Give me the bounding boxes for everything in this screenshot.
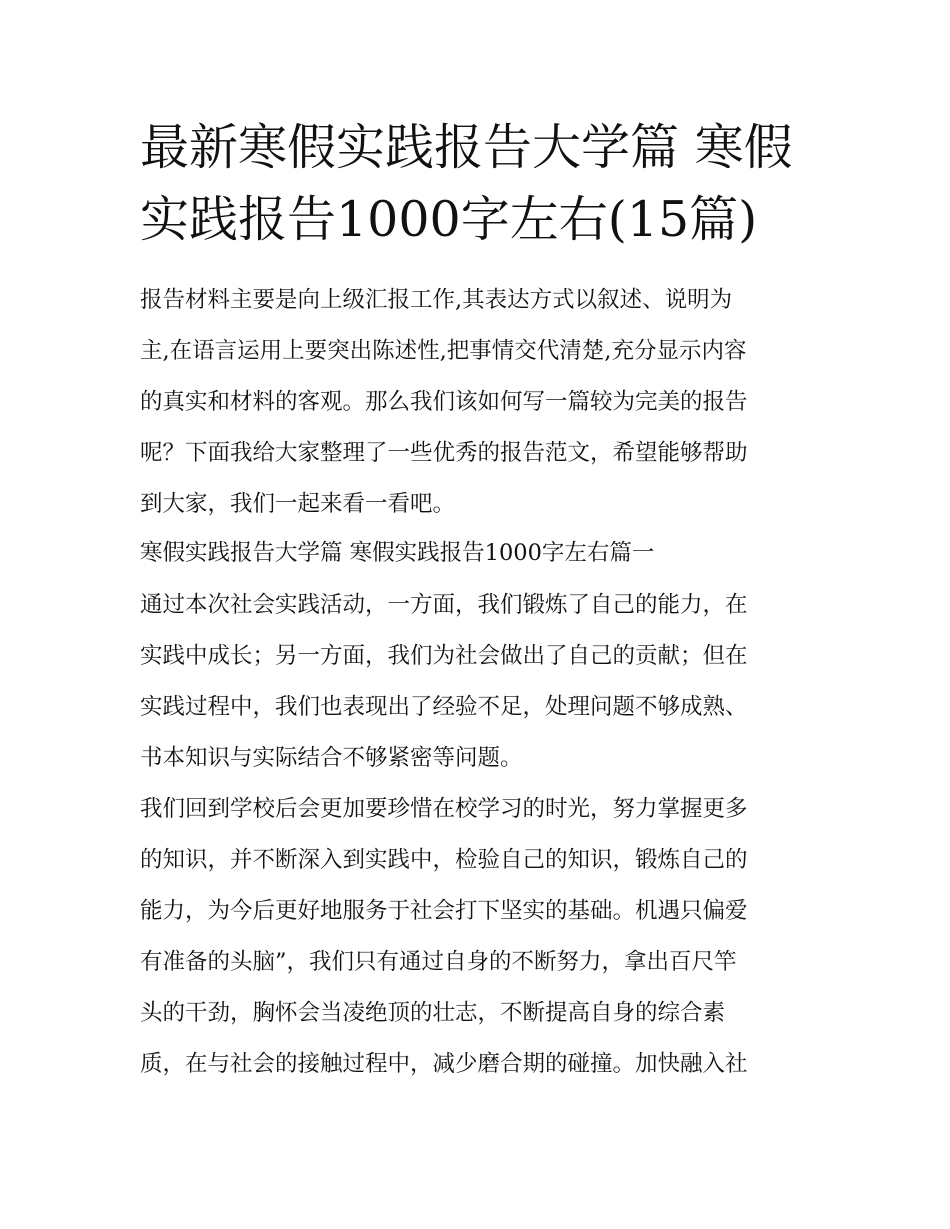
text-line: 实践过程中，我们也表现出了经验不足，处理问题不够成熟、: [140, 694, 748, 720]
text-line: 书本知识与实际结合不够紧密等问题。: [140, 745, 523, 771]
body-paragraph: [140, 580, 820, 784]
text-line: 呢？下面我给大家整理了一些优秀的报告范文，希望能够帮助: [140, 440, 748, 466]
text-line: 有准备的头脑”，我们只有通过自身的不断努力，拿出百尺竿: [140, 949, 737, 975]
text-line: 能力，为今后更好地服务于社会打下坚实的基础。机遇只偏爱: [140, 898, 748, 924]
text-line: 实践中成长；另一方面，我们为社会做出了自己的贡献；但在: [140, 643, 748, 669]
text-line: 质，在与社会的接触过程中，减少磨合期的碰撞。加快融入社: [140, 1051, 748, 1077]
text-line: 到大家，我们一起来看一看吧。: [140, 491, 456, 517]
title-line: 最新寒假实践报告大学篇 寒假: [140, 119, 793, 176]
text-line: 报告材料主要是向上级汇报工作,其表达方式以叙述、说明为: [140, 287, 733, 313]
document-title: [140, 112, 820, 256]
body-paragraph: [140, 784, 820, 1090]
text-line: 我们回到学校后会更加要珍惜在校学习的时光，努力掌握更多: [140, 796, 748, 822]
section-heading: [140, 528, 820, 579]
heading-line: 寒假实践报告大学篇 寒假实践报告1000字左右篇一: [140, 540, 655, 566]
text-line: 的真实和材料的客观。那么我们该如何写一篇较为完美的报告: [140, 389, 748, 415]
intro-paragraph: [140, 275, 820, 530]
text-line: 头的干劲，胸怀会当凌绝顶的壮志，不断提高自身的综合素: [140, 1000, 726, 1026]
text-line: 通过本次社会实践活动，一方面，我们锻炼了自己的能力，在: [140, 592, 748, 618]
title-line: 实践报告1000字左右(15篇): [140, 191, 758, 248]
text-line: 主,在语言运用上要突出陈述性,把事情交代清楚,充分显示内容: [140, 338, 747, 364]
text-line: 的知识，并不断深入到实践中，检验自己的知识，锻炼自己的: [140, 847, 748, 873]
